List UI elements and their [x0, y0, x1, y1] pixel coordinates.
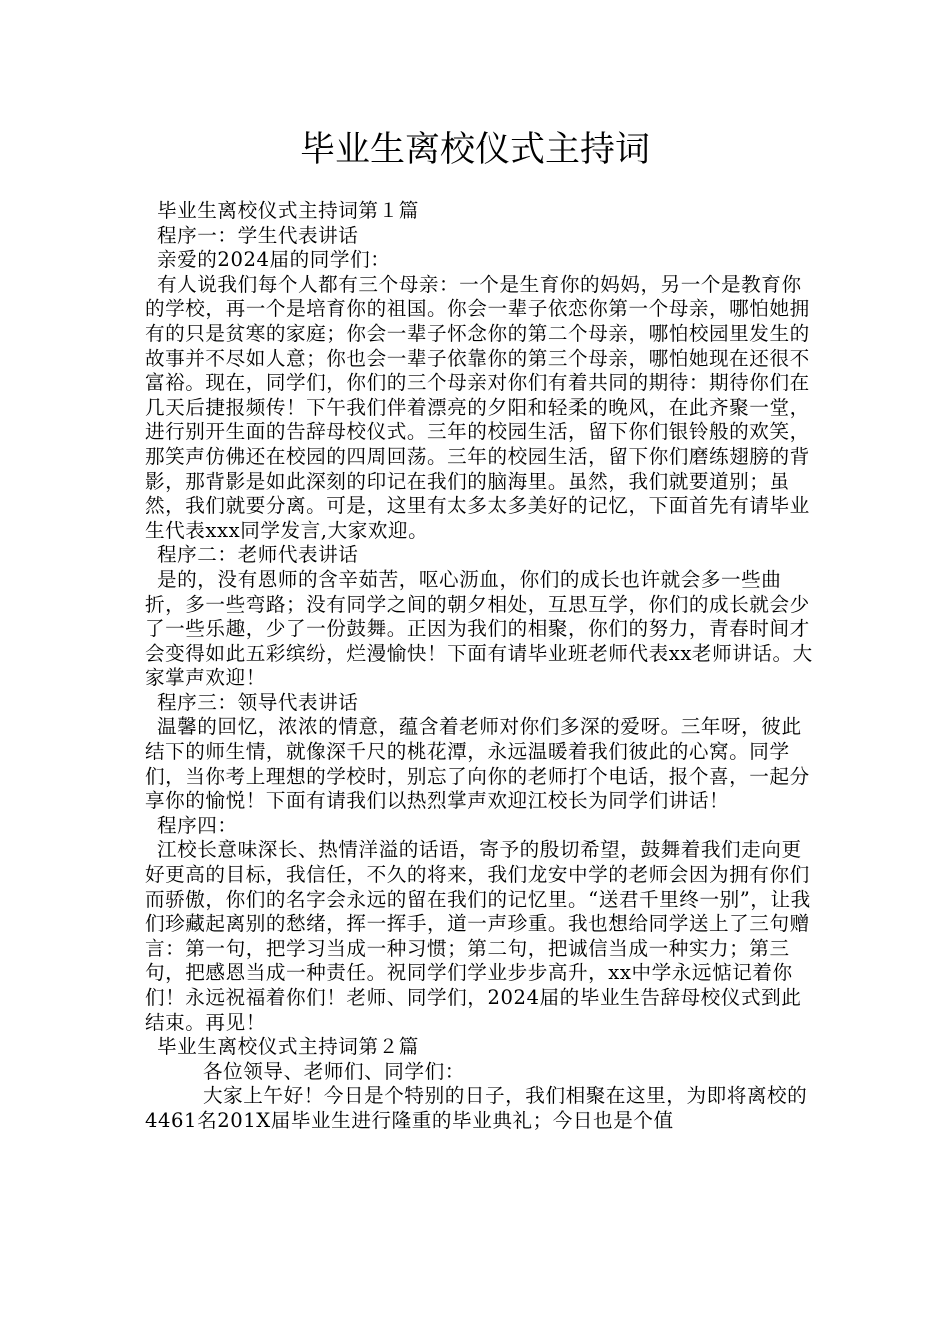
- paragraph-5: 大家上午好！今日是个特别的日子，我们相聚在这里，为即将离校的4461名201X届毕业生进行隆重的毕业典礼；今日也是个值: [145, 1084, 808, 1132]
- program-heading-1: 程序一：学生代表讲话: [157, 223, 359, 247]
- paragraph-4: 江校长意味深长、热情洋溢的话语，寄予的殷切希望，鼓舞着我们走向更好更高的目标，我信任，不久的将来，我们龙安中学的老师会因为拥有你们而骄傲，你们的名字会永远的留在我们的记忆里。“送君千里终一别”，让我们珍藏起离别的愁绪，挥一挥手，道一声珍重。我也想给同学送上了三句赠言：第一句，把学习当成一种习惯；第二句，把诚信当成一种实力；第三句，把感恩当成一种责任。祝同学们学业步步高升，xx中学永远惦记着你们！永远祝福着你们！老师、同学们，2024届的毕业生告辞母校仪式到此结束。再见！: [145, 838, 811, 1034]
- paragraph-2: 是的，没有恩师的含辛茹苦，呕心沥血，你们的成长也许就会多一些曲折，多一些弯路；没有同学之间的朝夕相处，互思互学，你们的成长就会少了一些乐趣，少了一份鼓舞。正因为我们的相聚，你们的努力，青春时间才会变得如此五彩缤纷，烂漫愉快！下面有请毕业班老师代表xx老师讲话。大家掌声欢迎！: [145, 567, 813, 690]
- salutation-2: 各位领导、老师们、同学们：: [203, 1059, 465, 1083]
- document-title: 毕业生离校仪式主持词: [299, 130, 650, 170]
- paragraph-1: 有人说我们每个人都有三个母亲：一个是生育你的妈妈，另一个是教育你的学校，再一个是培育你的祖国。你会一辈子依恋你第一个母亲，哪怕她拥有的只是贫寒的家庭；你会一辈子怀念你的第二个母亲，哪怕校园里发生的故事并不尽如人意；你也会一辈子依靠你的第三个母亲，哪怕她现在还很不富裕。现在，同学们，你们的三个母亲对你们有着共同的期待：期待你们在几天后捷报频传！下午我们伴着漂亮的夕阳和轻柔的晚风，在此齐聚一堂，进行别开生面的告辞母校仪式。三年的校园生活，留下你们银铃般的欢笑，那笑声仿佛还在校园的四周回荡。三年的校园生活，留下你们磨练翅膀的背影，那背影是如此深刻的印记在我们的脑海里。虽然，我们就要道别；虽然，我们就要分离。可是，这里有太多太多美好的记忆，下面首先有请毕业生代表xxx同学发言,大家欢迎。: [145, 272, 810, 542]
- paragraph-3: 温馨的回忆，浓浓的情意，蕴含着老师对你们多深的爱呀。三年呀，彼此结下的师生情，就像深千尺的桃花潭，永远温暖着我们彼此的心窝。同学们，当你考上理想的学校时，别忘了向你的老师打个电话，报个喜，一起分享你的愉悦！下面有请我们以热烈掌声欢迎江校长为同学们讲话！: [145, 715, 810, 813]
- salutation: 亲爱的2024届的同学们：: [157, 248, 391, 272]
- section-heading-1: 毕业生离校仪式主持词第１篇: [157, 199, 419, 222]
- program-heading-3: 程序三：领导代表讲话: [157, 690, 359, 714]
- program-heading-4: 程序四：: [157, 813, 238, 837]
- program-heading-2: 程序二：老师代表讲话: [157, 543, 359, 567]
- document-body: [145, 199, 815, 1134]
- section-heading-2: 毕业生离校仪式主持词第２篇: [157, 1035, 419, 1059]
